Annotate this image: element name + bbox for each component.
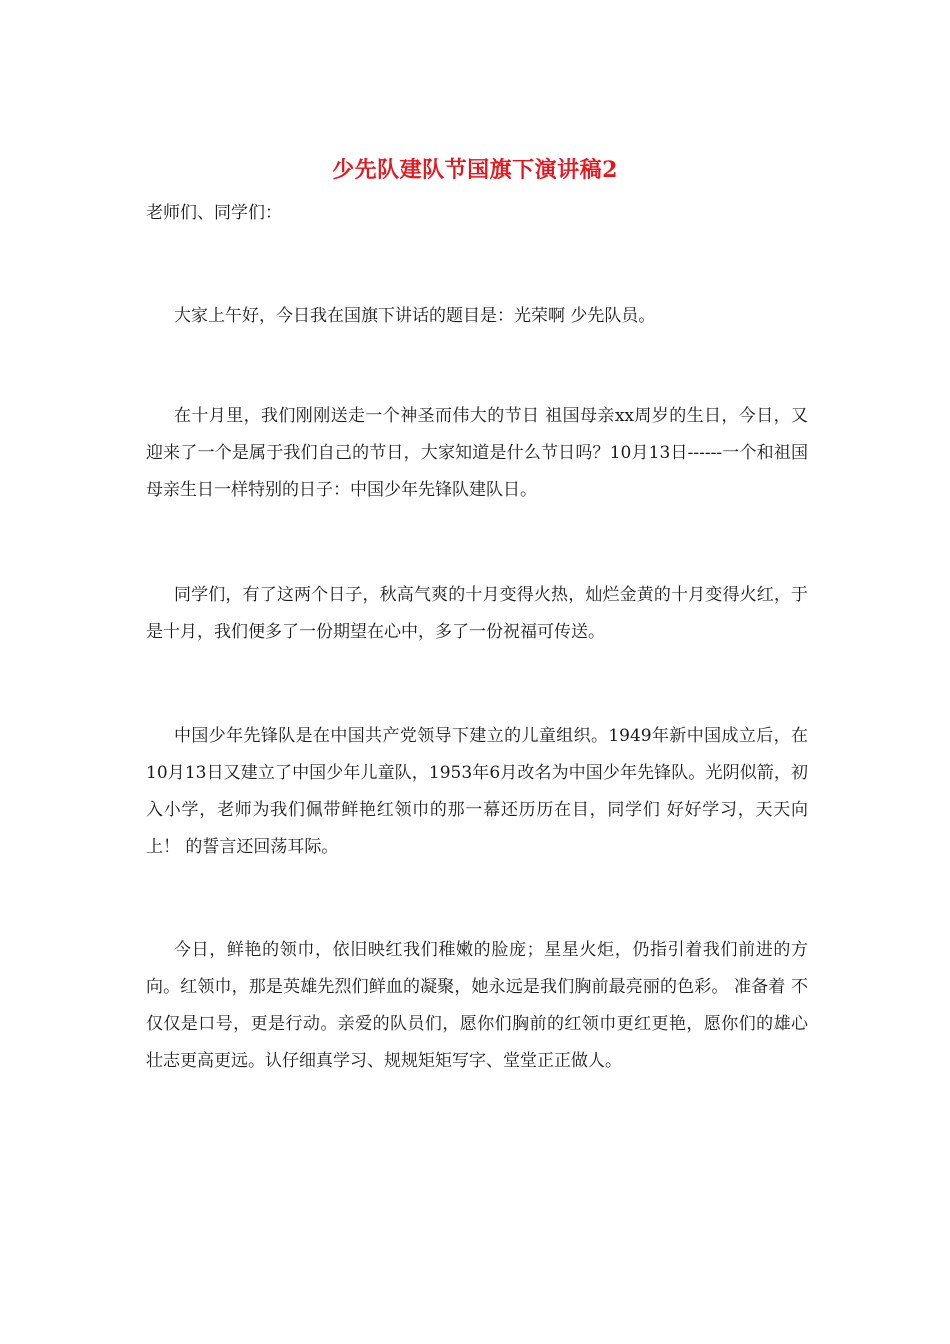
paragraph-2: 在十月里，我们刚刚送走一个神圣而伟大的节日 祖国母亲xx周岁的生日，今日，又迎来了一个是属于我们自己的节日，大家知道是什么节日吗？10月13日------一个和祖国母亲生日一样特别的日子：中国少年先锋队建队日。 <box>146 406 808 500</box>
salutation: 老师们、同学们： <box>146 203 282 223</box>
paragraph-3: 同学们，有了这两个日子，秋高气爽的十月变得火热，灿烂金黄的十月变得火红，于是十月，我们便多了一份期望在心中，多了一份祝福可传送。 <box>146 585 808 642</box>
document-title: 少先队建队节国旗下演讲稿2 <box>332 157 618 183</box>
paragraph-1: 大家上午好，今日我在国旗下讲话的题目是：光荣啊 少先队员。 <box>174 306 656 326</box>
paragraph-5: 今日，鲜艳的领巾，依旧映红我们稚嫩的脸庞；星星火炬，仍指引着我们前进的方向。红领巾，那是英雄先烈们鲜血的凝聚，她永远是我们胸前最亮丽的色彩。 准备着 不仅仅是口号，更是行动。亲爱的队员们，愿你们胸前的红领巾更红更艳，愿你们的雄心壮志更高更远。认仔细真学习、规规矩矩写字、堂堂正正做人。 <box>146 940 808 1071</box>
paragraph-4: 中国少年先锋队是在中国共产党领导下建立的儿童组织。1949年新中国成立后，在10月13日又建立了中国少年儿童队，1953年6月改名为中国少年先锋队。光阴似箭，初入小学，老师为我们佩带鲜艳红领巾的那一幕还历历在目，同学们 好好学习，天天向上！ 的誓言还回荡耳际。 <box>146 726 808 857</box>
